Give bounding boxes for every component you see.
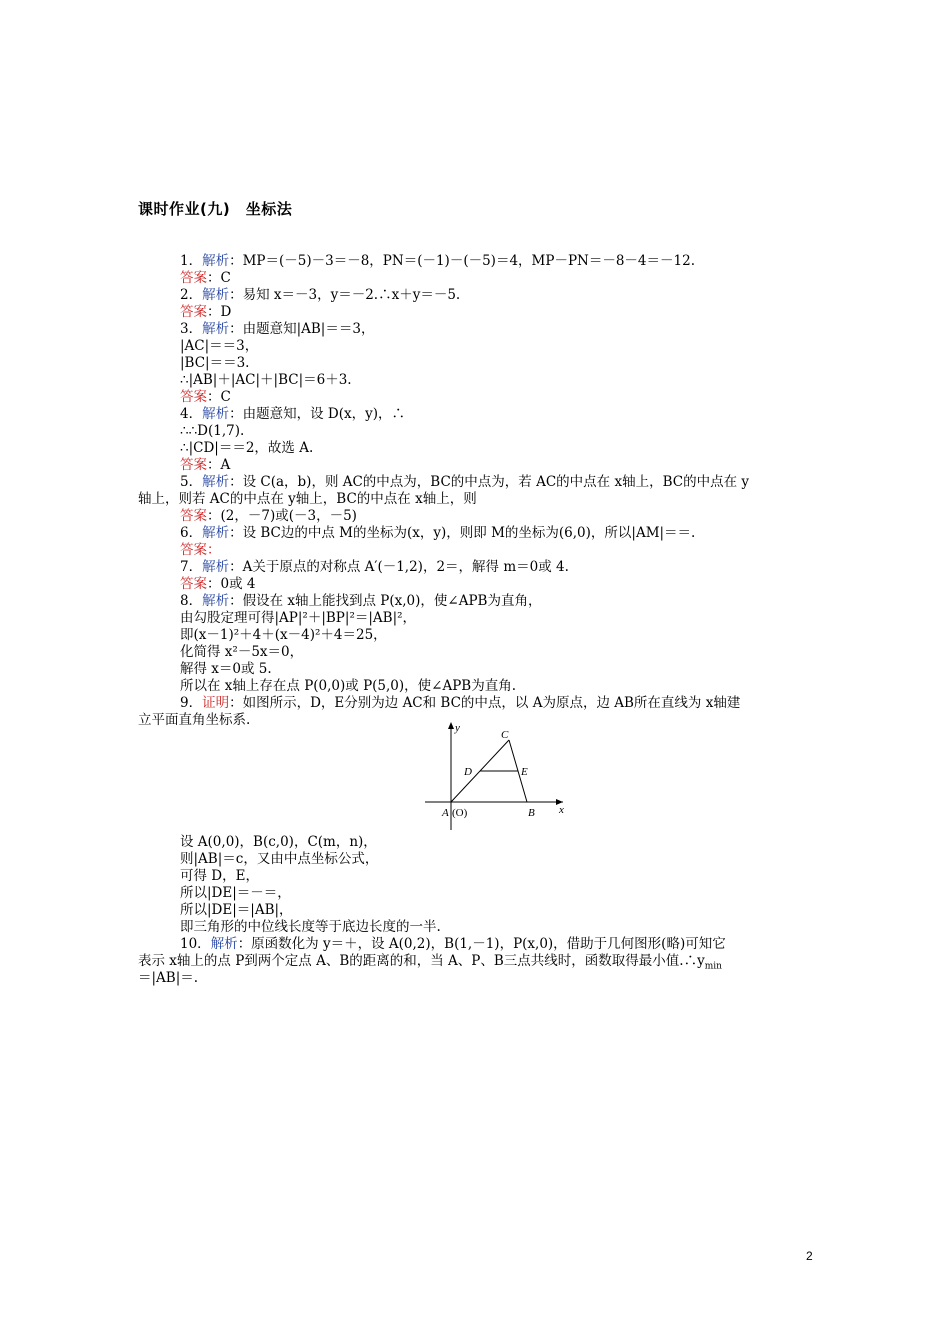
q10-line-3: ＝|AB|＝. <box>138 970 199 986</box>
q10-tag: 解析 <box>210 936 238 952</box>
q2-line <box>180 287 460 304</box>
a1-line <box>180 270 231 287</box>
q10-line-2-text: 表示 x轴上的点 P到两个定点 A、B的距离的和，当 A、P、B三点共线时，函数取得最小值.∴y <box>138 953 705 969</box>
q9-line-7: 所以|DE|＝|AB|， <box>180 902 293 918</box>
q4-number: 4． <box>180 406 203 422</box>
q10-line-2 <box>138 953 722 970</box>
label-d: D <box>464 766 472 778</box>
q4-line-2: ∴∴D(1,7). <box>180 423 245 439</box>
q6-text: ：设 BC边的中点 M的坐标为(x，y)，则即 M的坐标为(6,0)，所以|AM|＝＝. <box>229 525 696 541</box>
a1-tag: 答案 <box>180 270 207 286</box>
a3-text: ：C <box>207 389 231 405</box>
a2-text: ：D <box>207 304 232 320</box>
q9-line-6: 所以|DE|＝－＝， <box>180 885 291 901</box>
q5-line <box>180 474 749 491</box>
q6-number: 6． <box>180 525 203 541</box>
q8-line-2: 由勾股定理可得|AP|²＋|BP|²＝|AB|²， <box>180 610 417 626</box>
q8-line-3: 即(x－1)²＋4＋(x－4)²＋4＝25， <box>180 627 387 643</box>
q8-line-5: 解得 x＝0或 5. <box>180 661 272 677</box>
label-y: y <box>455 722 460 734</box>
q7-text: ：A关于原点的对称点 A′(－1,2)，2＝，解得 m＝0或 4. <box>229 559 569 575</box>
q3-line-3: |BC|＝＝3. <box>180 355 250 371</box>
q9-line-4: 则|AB|＝c，又由中点坐标公式， <box>180 851 379 867</box>
q5-line-2: 轴上，则若 AC的中点在 y轴上，BC的中点在 x轴上，则 <box>138 491 477 507</box>
q8-number: 8． <box>180 593 203 609</box>
a6-tag: 答案 <box>180 542 207 558</box>
q9-text: ：如图所示，D，E分别为边 AC和 BC的中点，以 A为原点，边 AB所在直线为 x轴建 <box>229 695 741 711</box>
a3-line <box>180 389 231 406</box>
a2-line <box>180 304 231 321</box>
a1-text: ：C <box>207 270 231 286</box>
q8-line <box>180 593 541 610</box>
q8-line-6: 所以在 x轴上存在点 P(0,0)或 P(5,0)，使∠APB为直角. <box>180 678 517 694</box>
page-number: 2 <box>806 1249 813 1263</box>
y-axis-arrow <box>448 722 454 729</box>
a6-line <box>180 542 221 559</box>
label-x: x <box>559 804 564 816</box>
label-b: B <box>528 807 535 819</box>
a4-tag: 答案 <box>180 457 207 473</box>
q2-text: ：易知 x＝－3，y＝－2.∴x＋y＝－5. <box>229 287 461 303</box>
label-o: (O) <box>452 807 468 819</box>
q8-tag: 解析 <box>202 593 230 609</box>
q5-number: 5． <box>180 474 203 490</box>
page-title: 课时作业(九) 坐标法 <box>138 200 293 218</box>
q6-line <box>180 525 695 542</box>
triangle-figure <box>425 718 575 830</box>
q9-line-3: 设 A(0,0)，B(c,0)，C(m，n)， <box>180 834 377 850</box>
q2-tag: 解析 <box>202 287 230 303</box>
q4-tag: 解析 <box>202 406 230 422</box>
q2-number: 2． <box>180 287 203 303</box>
q4-line-3: ∴|CD|＝＝2，故选 A. <box>180 440 314 456</box>
q1-tag: 解析 <box>202 253 230 269</box>
a4-line <box>180 457 230 474</box>
q6-tag: 解析 <box>202 525 230 541</box>
q7-tag: 解析 <box>202 559 230 575</box>
q10-line <box>180 936 726 953</box>
q3-line-4: ∴|AB|＋|AC|＋|BC|＝6＋3. <box>180 372 352 388</box>
a5-line <box>180 508 357 525</box>
q9-line-5: 可得 D，E， <box>180 868 259 884</box>
a7-text: ：0或 4 <box>207 576 256 592</box>
q1-number: 1． <box>180 253 203 269</box>
a2-tag: 答案 <box>180 304 207 320</box>
q8-text: ：假设在 x轴上能找到点 P(x,0)，使∠APB为直角， <box>229 593 542 609</box>
q10-number: 10． <box>180 936 211 952</box>
q9-number: 9． <box>180 695 203 711</box>
q3-number: 3． <box>180 321 203 337</box>
a5-tag: 答案 <box>180 508 207 524</box>
q1-text: ：MP＝(－5)－3＝－8，PN＝(－1)－(－5)＝4，MP－PN＝－8－4＝－12. <box>229 253 695 269</box>
a7-line <box>180 576 255 593</box>
q7-number: 7． <box>180 559 203 575</box>
q9-line-8: 即三角形的中位线长度等于底边长度的一半. <box>180 919 441 935</box>
a3-tag: 答案 <box>180 389 207 405</box>
q8-line-4: 化简得 x²－5x＝0， <box>180 644 304 660</box>
q10-text: ：原函数化为 y＝＋，设 A(0,2)，B(1,－1)，P(x,0)，借助于几何图形(略)可知它 <box>237 936 726 952</box>
q3-line <box>180 321 374 338</box>
a6-text: ： <box>207 542 221 558</box>
q5-tag: 解析 <box>202 474 230 490</box>
q3-text: ：由题意知|AB|＝＝3， <box>229 321 375 337</box>
q9-line-2: 立平面直角坐标系. <box>138 712 251 728</box>
q9-line <box>180 695 740 712</box>
q5-text: ：设 C(a，b)，则 AC的中点为，BC的中点为，若 AC的中点在 x轴上，BC的中点在 y <box>229 474 750 490</box>
a7-tag: 答案 <box>180 576 207 592</box>
a4-text: ：A <box>207 457 231 473</box>
label-a: A <box>442 807 449 819</box>
q9-tag: 证明 <box>202 695 230 711</box>
q4-text: ：由题意知，设 D(x，y)，∴ <box>229 406 405 422</box>
q10-subscript: min <box>704 961 722 972</box>
label-c: C <box>501 729 509 741</box>
a5-text: ：(2，－7)或(－3，－5) <box>207 508 357 524</box>
q3-tag: 解析 <box>202 321 230 337</box>
q7-line <box>180 559 569 576</box>
q4-line <box>180 406 405 423</box>
label-e: E <box>521 766 528 778</box>
q3-line-2: |AC|＝＝3， <box>180 338 259 354</box>
q1-line <box>180 253 695 270</box>
